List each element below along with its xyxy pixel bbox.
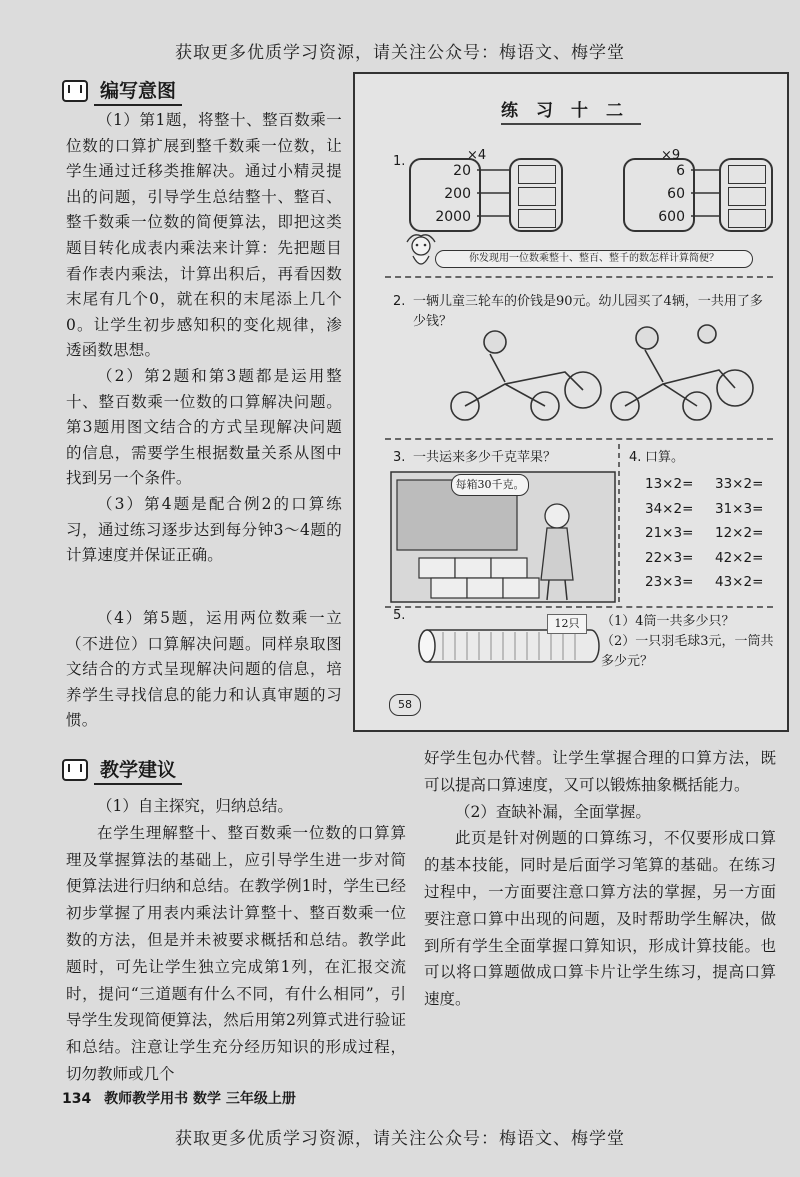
section-header-advice (62, 755, 182, 785)
footer-page-number: 134 (62, 1091, 92, 1107)
intent-para-1: （1）第1题，将整十、整百数乘一位数的口算扩展到整千数乘一位数，让学生通过迁移类推解决。通过小精灵提出的问题，引导学生总结整十、整百、整千数乘一位数的简便算法，即把这类题目转化成表内乘法来计算：先把题目看作表内乘法，计算出积后，再看因数末尾有几个0，就在积的末尾添上几个0。让学生初步感知积的变化规律，渗透函数思想。 (66, 111, 342, 360)
q5-number: 5. (393, 608, 406, 623)
q1-right-answer-box (719, 158, 773, 232)
q1-left-number-box: 20 200 2000 (409, 158, 481, 232)
calc-item: 31×3= (715, 500, 764, 517)
q5-sub2: （2）一只羽毛球3元，一筒共多少元？ (601, 634, 774, 669)
tricycle-illustration (435, 324, 755, 424)
bottom-banner: 获取更多优质学习资源，请关注公众号：梅语文、梅学堂 (175, 1129, 625, 1149)
calc-item: 42×2= (715, 549, 764, 566)
q3-text: 一共运来多少千克苹果？ (413, 450, 557, 465)
advice-item1-heading: （1）自主探究，归纳总结。 (97, 797, 293, 815)
calc-item: 23×3= (645, 574, 694, 590)
advice-left-column (66, 793, 406, 1088)
calc-item: 43×2= (715, 574, 764, 590)
q2-text: 一辆儿童三轮车的价钱是90元。幼儿园买了4辆，一共用了多少钱？ (413, 294, 763, 329)
calc-item: 33×2= (715, 476, 764, 492)
intent-para-3: （3）第4题是配合例2的口算练习，通过练习逐步达到每分钟3～4题的计算速度并保证正确。 (66, 494, 342, 565)
section-title: 教学建议 (94, 755, 182, 785)
advice-item2-heading: （2）查缺补漏，全面掌握。 (455, 802, 651, 821)
intent-para-2: （2）第2题和第3题都是运用整十、整百数乘一位数的口算解决问题。第3题用图文结合的方式呈现解决问题的信息，需要学生根据数量关系从图中找到另一个条件。 (66, 366, 342, 488)
calc-item: 12×2= (715, 525, 764, 541)
advice-item2-text: 此页是针对例题的口算练习，不仅要形成口算的基本技能，同时是后面学习笔算的基础。在练习过程中，一方面要注意口算方法的掌握，另一方面要注意口算中出现的问题，及时帮助学生解决，做到所有学生全面掌握口算知识，形成计算技能。也可以将口算题做成口算卡片让学生练习，提高口算速度。 (424, 829, 776, 1009)
calc-item: 22×3= (645, 549, 694, 566)
q3-speech-bubble: 每箱30千克。 (451, 474, 529, 496)
exercise-title: 练习十二 (355, 96, 787, 121)
q4-left-column (645, 472, 693, 595)
section-title: 编写意图 (94, 76, 182, 106)
book-icon (62, 80, 88, 102)
advice-item1-text: 在学生理解整十、整百数乘一位数的口算算理及掌握算法的基础上，应引导学生进一步对简便算法进行归纳和总结。在教学例1时，学生已经初步掌握了用表内乘法计算整十、整百数乘一位数的方法，但是并未被要求概括和总结。教学此题时，可先让学生独立完成第1列，在汇报交流时，提问“三道题有什么不同，有什么相同”，引导学生发现简便算法，然后用第2列算式进行验证和总结。注意让学生充分经历知识的形成过程，切勿教师或几个 (66, 823, 406, 1083)
q1-right-arrows (691, 158, 721, 230)
calc-item: 34×2= (645, 500, 694, 517)
calc-item: 21×3= (645, 525, 694, 541)
q4-number: 4. (629, 450, 642, 465)
q1-right-number-box: 6 60 600 (623, 158, 695, 232)
advice-item1-continued: 好学生包办代替。让学生掌握合理的口算方法，既可以提高口算速度，又可以锻炼抽象概括能力。 (424, 749, 776, 794)
q4-title: 口算。 (645, 450, 685, 465)
advice-right-column (424, 745, 776, 1013)
footer-book-title: 教师教学用书 数学 三年级上册 (104, 1091, 296, 1107)
q1-left-arrows (477, 158, 509, 230)
calc-item: 13×2= (645, 476, 694, 492)
q3-number: 3. (393, 450, 406, 465)
divider (385, 276, 773, 278)
intent-text-4 (66, 606, 342, 734)
q1-left-answer-box (509, 158, 563, 232)
page-number-badge: 58 (389, 694, 421, 716)
tube-label: 12只 (547, 614, 587, 634)
fairy-icon (403, 232, 439, 274)
q4-right-column (715, 472, 763, 595)
q5-sub1: （1）4筒一共多少只？ (601, 614, 735, 629)
section-header-intent (62, 76, 182, 106)
exercise-panel (353, 72, 789, 732)
divider (385, 606, 773, 608)
intent-para-4: （4）第5题，运用两位数乘一立（不进位）口算解决问题。同样泉取图文结合的方式呈现解决问题的信息，培养学生寻找信息的能力和认真审题的习惯。 (66, 609, 342, 730)
q1-speech-bubble: 你发现用一位数乘整十、整百、整千的数怎样计算简便？ (435, 250, 753, 268)
intent-text (66, 108, 342, 569)
q1-left-multiplier: ×4 (467, 148, 487, 163)
page-footer (62, 1088, 296, 1108)
book-icon (62, 759, 88, 781)
top-banner: 获取更多优质学习资源，请关注公众号：梅语文、梅学堂 (175, 43, 625, 63)
q3-q4-divider (617, 444, 621, 606)
q1-number: 1. (393, 154, 406, 169)
divider (385, 438, 773, 440)
q1-right-multiplier: ×9 (661, 148, 681, 163)
q2-number: 2. (393, 294, 406, 309)
